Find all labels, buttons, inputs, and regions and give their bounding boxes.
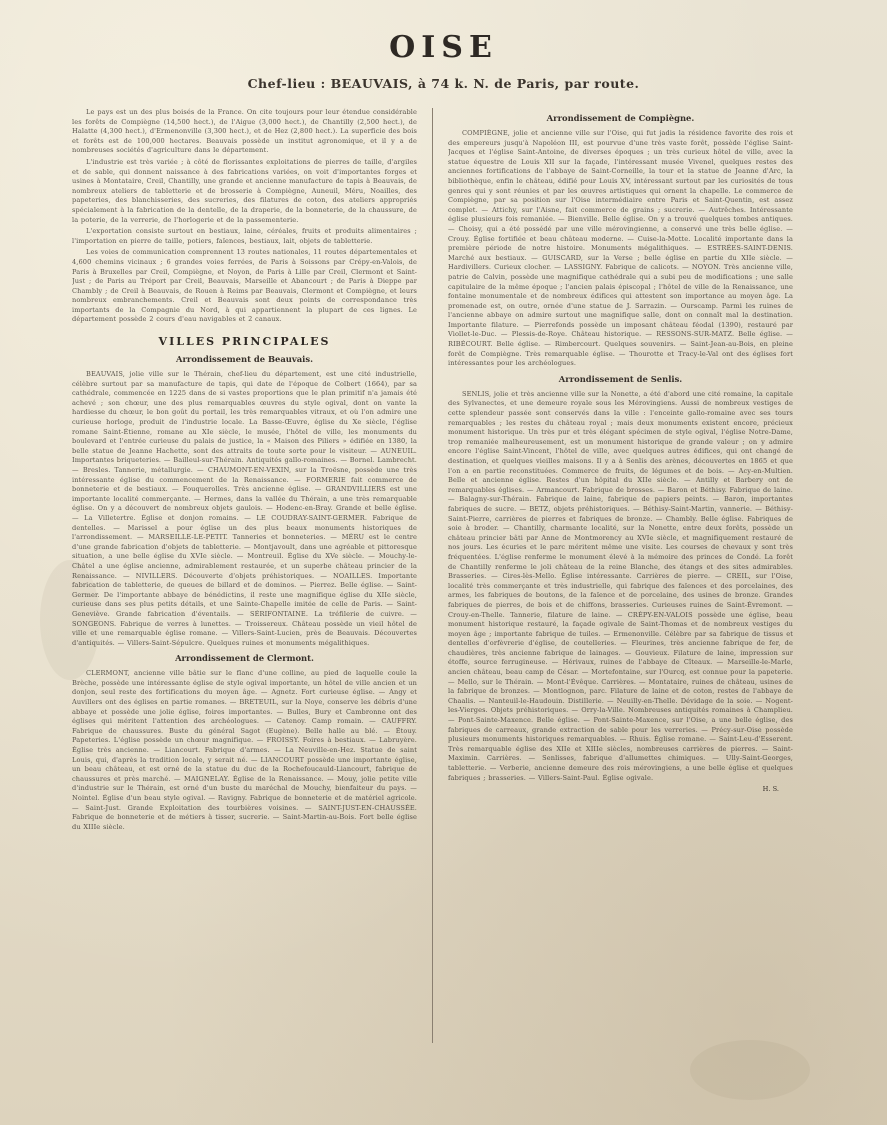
left-column: [72, 108, 417, 1073]
clermont-paragraph: CLERMONT, ancienne ville bâtie sur le flanc d'une colline, au pied de laquelle coule la Brèche, possède une intéressante église de style ogival importante, un hôtel de ville ancien et un donjon, seul reste des fortifications du moyen âge. — Agnetz. Fort curieuse église. — Angy et Auvillers ont des églises en partie romanes. — BRETEUIL, sur la Noye, conserve les débris d'une abbaye et possède une jolie église, foires importantes. — Bulles, Bury et Cambronne ont des églises qui méritent l'attention des archéologues. — Catenoy. Camp romain. — CAUFFRY. Fabrique de chaussures. Buste du général Sagot (Eugène). Belle halle au blé. — Étouy. Papeteries. L'église possède un chœur magnifique. — FROISSY. Foires à bestiaux. — Labruyère. Église très ancienne. — Liancourt. Fabrique d'armes. — La Neuville-en-Hez. Statue de saint Louis, qui, d'après la tradition locale, y serait né. — LIANCOURT possède une importante église, un beau château, et est orné de la statue du duc de la Rochefoucauld-Liancourt, fabrique de chaussures et près marché. — MAIGNELAY. Église de la Renaissance. — Mouy, jolie petite ville d'industrie sur le Thérain, est orné d'un buste du maréchal de Mouchy, bienfaiteur du pays. — Nointel. Église d'un beau style ogival. — Ravigny. Fabrique de bonneterie et de matériel agricole. — Saint-Just. Grande Exploitation des tourbières voisines. — SAINT-JUST-EN-CHAUSSÉE. Fabrique de bonneterie et de métiers à tisser, sucrerie. — Saint-Martin-au-Bois. Fort belle église du XIIIe siècle.: [72, 669, 417, 831]
senlis-paragraph: SENLIS, jolie et très ancienne ville sur la Nonette, a été d'abord une cité romaine, la capitale des Sylvanectes, et une demeure royale sous les Mérovingiens. Aussi de nombreux vestiges de cette splendeur passée sont conservés dans la ville : l'enceinte gallo-romaine avec ses tours remarquables ; les restes du château royal ; mais deux monuments existent encore, précieux monument historique. Un très pur et très élégant spécimen de style ogival, l'église Notre-Dame, trop remaniée malheureusement, est un monument historique de grande valeur ; on y admire encore l'église Saint-Vincent, l'hôtel de ville, avec quelques autres édifices, qui ont changé de destination, et quelques vieilles maisons. Il y a à Senlis des arènes, découvertes en 1865 et que l'on a en partie reconstituées. Commerce de fruits, de légumes et de bois. — Acy-en-Multien. Belle et ancienne église. Restes d'un hôpital du XIIe siècle. — Antilly et Barbery ont de remarquables églises. — Armancourt. Fabrique de brosses. — Baron et Béthisy. Fabrique de laine. — Balagny-sur-Thérain. Fabrique de laine, fabrique de papiers peints. — Baron, importantes fabriques de sucre. — BETZ, objets préhistoriques. — Béthisy-Saint-Martin, vannerie. — Béthisy-Saint-Pierre, carrières de pierres et fabriques de bronze. — Chambly. Belle église. Fabriques de soie à broder. — Chantilly, charmante localité, sur la Nonette, entre deux forêts, possède un château princier bâti par Anne de Montmorency au XVIe siècle, et magnifiquement restauré de nos jours. Les écuries et le parc méritent même une visite. Les courses de chevaux y sont très fréquentées. L'église renferme le monument élevé à la mémoire des princes de Condé. La forêt de Chantilly renferme le joli château de la reine Blanche, des étangs et des sites admirables. Brasseries. — Cires-lès-Mello. Église intéressante. Carrières de pierre. — CREIL, sur l'Oise, localité très commerçante et très industrielle, qui fabrique des faïences et des porcelaines, des armes, les fabriques de boutons, de la faïence et de porcelaine, des usines de bronze. Grandes fabriques de pierres, de bois et de chiffons, brasseries. Curieuses ruines de Saint-Évremont. — Crouy-en-Thelle. Tannerie, filature de laine. — CRÉPY-EN-VALOIS possède une église, beau monument historique restauré, la façade ogivale de Saint-Thomas et de nombreux vestiges du moyen âge ; importante fabrique de tuiles. — Ermenonville. Célèbre par sa fabrique de tissus et dentelles d'orfèvrerie d'église, de coutelleries. — Fleurines, très ancienne fabrique de fer, de chaudières, très ancienne fabrique de lainages. — Gouvieux. Filature de laine, impression sur étoffe, source ferrugineuse. — Hérivaux, ruines de l'abbaye de Cîteaux. — Marseille-le-Marle, ancien château, beau camp de César. — Mortefontaine, sur l'Ourcq, est connue pour la papeterie. — Mello, sur le Thérain. — Mont-l'Évêque. Carrières. — Montataire, ruines de château, usines de la fabrique de bronzes. — Montlognon, parc. Filature de laine et de coton, restes de l'abbaye de Chaalis. — Nanteuil-le-Haudouin. Distillerie. — Neuilly-en-Thelle. Dévidage de la soie. — Nogent-les-Vierges. Objets préhistoriques. — Orry-la-Ville. Nombreuses antiquités romaines à Champlieu. — Pont-Sainte-Maxence. Belle église. — Pont-Sainte-Maxence, sur l'Oise, a une belle église, des fabriques de carreaux, grande extraction de sable pour les verreries. — Précy-sur-Oise possède plusieurs monuments historiques remarquables. — Rhuis. Église romane. — Saint-Leu-d'Esserent. Très remarquable église des XIIe et XIIIe siècles, nombreuses carrières de pierres. — Saint-Maximin. Carrières. — Senlisses, fabrique d'allumettes chimiques. — Ully-Saint-Georges, tabletterie. — Verberie, ancienne demeure des rois mérovingiens, a une belle église et quelques fabriques ; brasseries. — Villers-Saint-Paul. Église ogivale.: [448, 389, 793, 782]
intro-paragraph: Le pays est un des plus boisés de la France. On cite toujours pour leur étendue considérable les forêts de Compiègne (14,500 hect.), de l'Aigue (3,000 hect.), de Chantilly (2,500 hect.), de Halatte (4,300 hect.), d'Ermenonville (3,300 hect.), et de Hez (2,800 hect.). La superficie des bois et forêts est de 100,000 hectares. Beauvais possède un institut agronomique, et il y a de nombreuses sociétés d'agriculture dans le département.: [72, 108, 417, 155]
heading-compiegne: Arrondissement de Compiègne.: [546, 113, 695, 123]
heading-senlis: Arrondissement de Senlis.: [558, 373, 683, 384]
right-column: [448, 108, 793, 1098]
intro-paragraph: L'exportation consiste surtout en bestiaux, laine, céréales, fruits et produits alimentaires ; l'importation en pierre de taille, potiers, faïences, bestiaux, lait, objets de tabletterie.: [72, 227, 417, 245]
intro-paragraph: L'industrie est très variée ; à côté de florissantes exploitations de pierres de taille, d'argiles et de sable, qui donnent naissance à des fabrications variées, on voit d'importantes forges et usines à Montataire, Creil, Chantilly, une grande et ancienne manufacture de tapis à Beauvais, de nombreux ateliers de tabletterie et de brosserie à Compiègne, Auneuil, Méru, Noailles, des papeteries, des blanchisseries, des sucreries, des filatures de coton, des ateliers appropriés spécialement à la fabrication de la dentelle, de la draperie, de la bonneterie, de la chaussure, de la poterie, de la verrerie, de l'horlogerie et de la passementerie.: [72, 157, 417, 224]
heading-clermont: Arrondissement de Clermont.: [175, 653, 314, 664]
column-divider: [432, 108, 433, 1043]
heading-beauvais: Arrondissement de Beauvais.: [176, 354, 313, 365]
page-title: OISE: [389, 30, 498, 65]
compiegne-paragraph: COMPIÈGNE, jolie et ancienne ville sur l'Oise, qui fut jadis la résidence favorite des rois et des empereurs jusqu'à Napoléon III, est pourvue d'une très vaste forêt, possède l'église Saint-Jacques et l'église Saint-Antoine, de diverses époques ; un très curieux hôtel de ville, avec la statue équestre de Louis XII sur la façade, l'intéressant musée Vivenel, quelques restes des anciennes fortifications de l'abbaye de Saint-Corneille, la tour et la statue de Jeanne d'Arc, la bibliothèque, enfin le château, édifié pour Louis XV, intéressant surtout par les curiosités de tous genres qui y sont réunies et par les œuvres artistiques qui ornent la chapelle. Le commerce de Compiègne, par sa position sur l'Oise intermédiaire entre Paris et Saint-Quentin, est assez complet. — Attichy, sur l'Aisne, fait commerce de grains ; sucrerie. — Autrêches. Intéressante église plusieurs fois remaniée. — Bienville. Belle église. On y a trouvé quelques tombes antiques. — Choisy, qui a été possédé par une ville mérovingienne, a conservé une très belle église. — Crouy. Église fortifiée et beau château moderne. — Cuise-la-Motte. Localité importante dans la première période de notre histoire. Monuments mégalithiques. — ESTRÉES-SAINT-DENIS. Marché aux bestiaux. — GUISCARD, sur la Verse ; belle église en partie du XIIe siècle. — Hardivillers. Curieux clocher. — LASSIGNY. Fabrique de calicots. — NOYON. Très ancienne ville, patrie de Calvin, possède une magnifique cathédrale qui a subi peu de modifications ; une salle capitulaire de la même époque ; l'ancien palais épiscopal ; l'hôtel de ville de la Renaissance, une fontaine monumentale et de nombreux édifices qui attestent son importance au moyen âge. La promenade est, on outre, ornée d'une statue de J. Sarrazin. — Ourscamp. Parmi les ruines de l'ancienne abbaye on admire surtout une magnifique salle, dont on connaît mal la destination. Importante filature. — Pierrefonds possède un imposant château féodal (1390), restauré par Viollet-le-Duc. — Plessis-de-Roye. Château historique. — RESSONS-SUR-MATZ. Belle église. — RIBÉCOURT. Belle église. — Rimbercourt. Quelques souvenirs. — Saint-Jean-au-Bois, en pleine forêt de Compiègne. Très remarquable église. — Thourotte et Tracy-le-Val ont des églises fort intéressantes pour les archéologues.: [448, 129, 793, 368]
page-subtitle: Chef-lieu : BEAUVAIS, à 74 k. N. de Paris, par route.: [247, 76, 640, 91]
author-signature: H. S.: [762, 785, 779, 794]
section-title-villes: VILLES PRINCIPALES: [158, 335, 331, 349]
beauvais-paragraph: BEAUVAIS, jolie ville sur le Thérain, chef-lieu du département, est une cité industrielle, célèbre surtout par sa manufacture de tapis, qui date de l'époque de Colbert (1664), par sa cathédrale, commencée en 1225 dans de si vastes proportions que le plan primitif n'a jamais été achevé ; son chœur, une des plus remarquables œuvres du style ogival, dont on vante la hardiesse du chœur, le bon goût du portail, les très remarquables vitraux, et où l'on admire une curieuse horloge, produit de l'industrie locale. La Basse-Œuvre, église du Xe siècle, l'église romane Saint-Étienne, romane au XIe siècle, le musée, l'hôtel de ville, les monuments du boulevard et l'entrée curieuse du palais de justice, la « Maison des Piliers » édifiée en 1380, la belle statue de Jeanne Hachette, sont des attraits de toute sorte pour le visiteur. — AUNEUIL. Importantes briqueteries. — Bailleul-sur-Thérain. Antiquités gallo-romaines. — Bornel. Lambrecht. — Bresles. Tannerie, métallurgie. — CHAUMONT-EN-VEXIN, sur la Troësne, possède une très intéressante église du commencement de la Renaissance. — FORMERIE fait commerce de bonneterie et de bestiaux. — Fouquerolles. Très ancienne église. — GRANDVILLIERS est une importante localité commerçante. — Hermes, dans la vallée du Thérain, a une très remarquable église. On y a découvert de nombreux objets gaulois. — Hodenc-en-Bray. Grande et belle église. — La Villetertre. Église et donjon romains. — LE COUDRAY-SAINT-GERMER. Fabrique de dentelles. — Marissel a pour église un des plus beaux monuments historiques de l'arrondissement. — MARSEILLE-LE-PETIT. Tanneries et bonneteries. — MÉRU est le centre d'une grande fabrication d'objets de tabletterie. — Montjavoult, dans une agréable et pittoresque situation, a une belle église du XVIe siècle. — Montreuil. Église du XVe siècle. — Mouchy-le-Châtel a une église ancienne, admirablement restaurée, et un superbe château princier de la Renaissance. — NIVILLERS. Découverte d'objets préhistoriques. — NOAILLES. Importante fabrication de tabletterie, de queues de billard et de dominos. — Pierrez. Belle église. — Saint-Germer. De l'importante abbaye de bénédictins, il reste une magnifique église du XIIe siècle, curieuse dans ses plus petits détails, et une Sainte-Chapelle imitée de celle de Paris. — Saint-Geneviève. Grande fabrication d'éventails. — SÉRIFONTAINE. La tréfilerie de cuivre. — SONGEONS. Fabrique de verres à lunettes. — Troissereux. Château possède un vieil hôtel de ville et une remarquable église romane. — Villers-Saint-Lucien, près de Beauvais. Découvertes d'antiquités. — Villers-Saint-Sépulcre. Quelques ruines et monuments mégalithiques.: [72, 370, 417, 647]
intro-paragraph: Les voies de communication comprennent 13 routes nationales, 11 routes départementales et 4,600 chemins vicinaux ; 6 grandes voies ferrées, de Paris à Soissons par Crépy-en-Valois, de Paris à Bruxelles par Creil, Compiègne, et Noyon, de Paris à Lille par Creil, Clermont et Saint-Just ; de Paris au Tréport par Creil, Beauvais, Marseille et Abancourt ; de Paris à Dieppe par Chambly ; de Creil à Beauvais, de Rouen à Reims par Beauvais, Clermont et Compiègne, et leurs nombreux embranchements. Creil et Beauvais sont deux points de correspondance très importants de la Compagnie du Nord, à qui appartiennent la plupart de ces lignes. Le département possède 2 cours d'eau navigables et 2 canaux.: [72, 248, 417, 324]
